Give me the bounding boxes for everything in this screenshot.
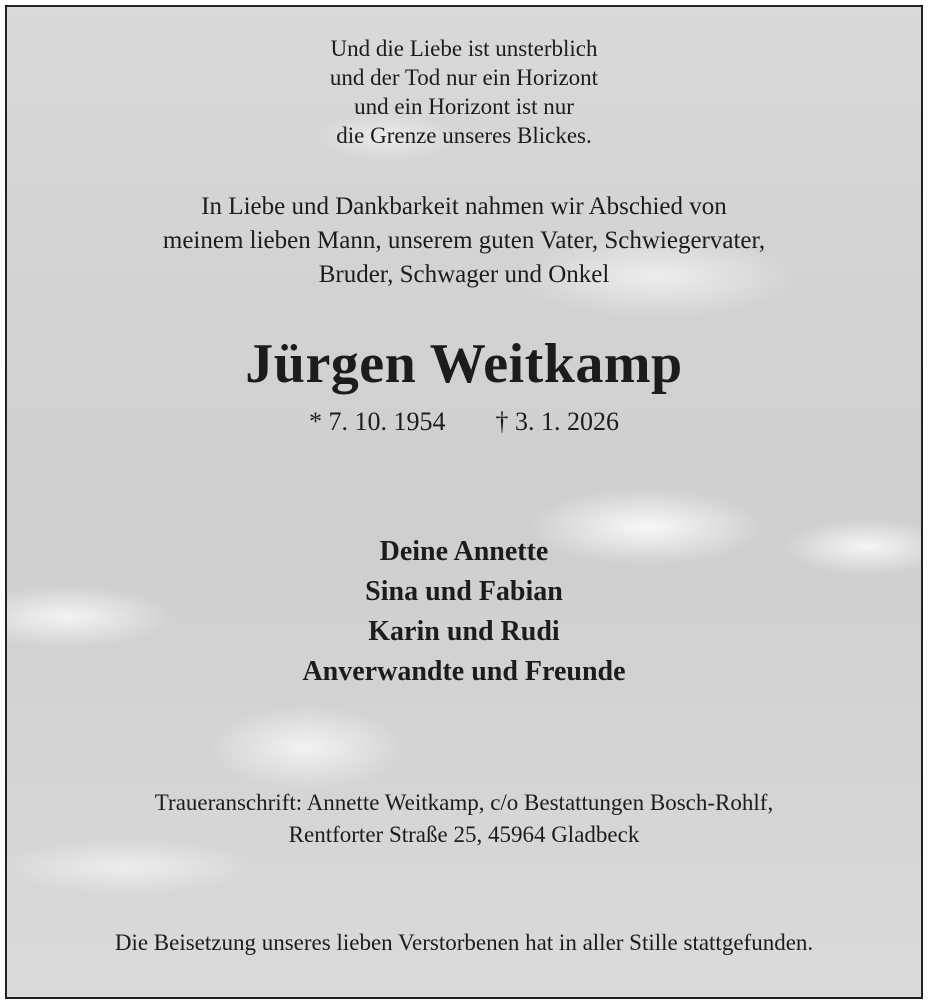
address-line: Rentforter Straße 25, 45964 Gladbeck — [288, 822, 640, 847]
birth-date: * 7. 10. 1954 — [309, 407, 446, 436]
intro-line: In Liebe und Dankbarkeit nahmen wir Abschied von — [201, 193, 727, 220]
poem-verse — [7, 34, 921, 150]
mourner-line: Sina und Fabian — [365, 576, 563, 607]
obituary-notice — [5, 5, 923, 999]
life-dates — [7, 404, 921, 440]
death-date: † 3. 1. 2026 — [495, 407, 619, 436]
mourner-line: Karin und Rudi — [368, 616, 560, 647]
intro-text — [7, 190, 921, 292]
deceased-name: Jürgen Weitkamp — [245, 333, 683, 395]
burial-note: Die Beisetzung unseres lieben Verstorbenen hat in aller Stille stattgefunden. — [114, 930, 814, 955]
mourner-line: Anverwandte und Freunde — [302, 656, 626, 687]
mourners-list — [7, 532, 921, 692]
address-line: Traueranschrift: Annette Weitkamp, c/o Bestattungen Bosch-Rohlf, — [154, 790, 774, 815]
mourning-address — [7, 787, 921, 851]
poem-line: und ein Horizont ist nur — [354, 94, 574, 119]
mourner-line: Deine Annette — [379, 536, 549, 567]
poem-line: und der Tod nur ein Horizont — [329, 65, 599, 90]
intro-line: Bruder, Schwager und Onkel — [318, 261, 610, 288]
intro-line: meinem lieben Mann, unserem guten Vater, Schwiegervater, — [162, 227, 766, 254]
poem-line: die Grenze unseres Blickes. — [336, 123, 592, 148]
poem-line: Und die Liebe ist unsterblich — [330, 36, 598, 61]
